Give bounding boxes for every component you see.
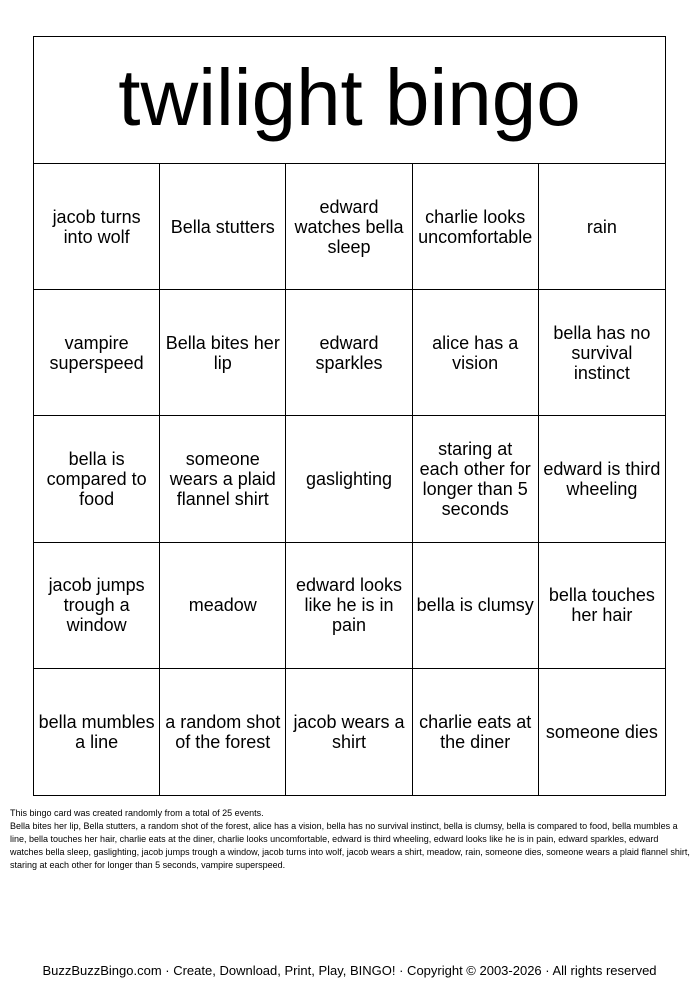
- card-info: [10, 807, 690, 872]
- bingo-cell: charlie eats at the diner: [413, 669, 539, 795]
- info-intro: This bingo card was created randomly from a total of 25 events.: [10, 808, 264, 818]
- bingo-cell: jacob turns into wolf: [34, 164, 160, 290]
- bingo-cell: Bella stutters: [160, 164, 286, 290]
- bingo-cell: vampire superspeed: [34, 290, 160, 416]
- bingo-cell: someone wears a plaid flannel shirt: [160, 416, 286, 542]
- bingo-cell: bella has no survival instinct: [539, 290, 665, 416]
- bingo-cell: meadow: [160, 543, 286, 669]
- bingo-cell: charlie looks uncomfortable: [413, 164, 539, 290]
- bingo-cell: staring at each other for longer than 5 seconds: [413, 416, 539, 542]
- bingo-cell: rain: [539, 164, 665, 290]
- bingo-card: [33, 36, 666, 796]
- bingo-cell: Bella bites her lip: [160, 290, 286, 416]
- bingo-cell: edward sparkles: [286, 290, 412, 416]
- bingo-grid: [34, 164, 665, 795]
- bingo-cell: edward watches bella sleep: [286, 164, 412, 290]
- bingo-cell: alice has a vision: [413, 290, 539, 416]
- footer-copyright: BuzzBuzzBingo.com · Create, Download, Print, Play, BINGO! · Copyright © 2003-2026 · All rights reserved: [42, 963, 657, 978]
- bingo-cell: bella is compared to food: [34, 416, 160, 542]
- bingo-cell: jacob jumps trough a window: [34, 543, 160, 669]
- bingo-cell: bella touches her hair: [539, 543, 665, 669]
- title-row: [34, 37, 665, 164]
- info-events-list: Bella bites her lip, Bella stutters, a random shot of the forest, alice has a vision, bella has no survival instinct, bella is clumsy, bella is compared to food, bella mumbles a line, bella touches her hair, charlie eats at the diner, charlie looks uncomfortable, edward is third wheeling, edward looks like he is in pain, edward sparkles, edward watches bella sleep, gaslighting, jacob jumps trough a window, jacob turns into wolf, jacob wears a shirt, meadow, rain, someone dies, someone wears a plaid flannel shirt, staring at each other for longer than 5 seconds, vampire superspeed.: [10, 821, 690, 870]
- bingo-cell: bella mumbles a line: [34, 669, 160, 795]
- bingo-cell: edward looks like he is in pain: [286, 543, 412, 669]
- bingo-cell: someone dies: [545, 721, 658, 742]
- bingo-cell: a random shot of the forest: [160, 669, 286, 795]
- bingo-cell: edward is third wheeling: [539, 416, 665, 542]
- bingo-cell: jacob wears a shirt: [286, 669, 412, 795]
- bingo-cell: bella is clumsy: [413, 543, 539, 669]
- card-title: twilight bingo: [118, 53, 581, 142]
- bingo-cell: gaslighting: [286, 416, 412, 542]
